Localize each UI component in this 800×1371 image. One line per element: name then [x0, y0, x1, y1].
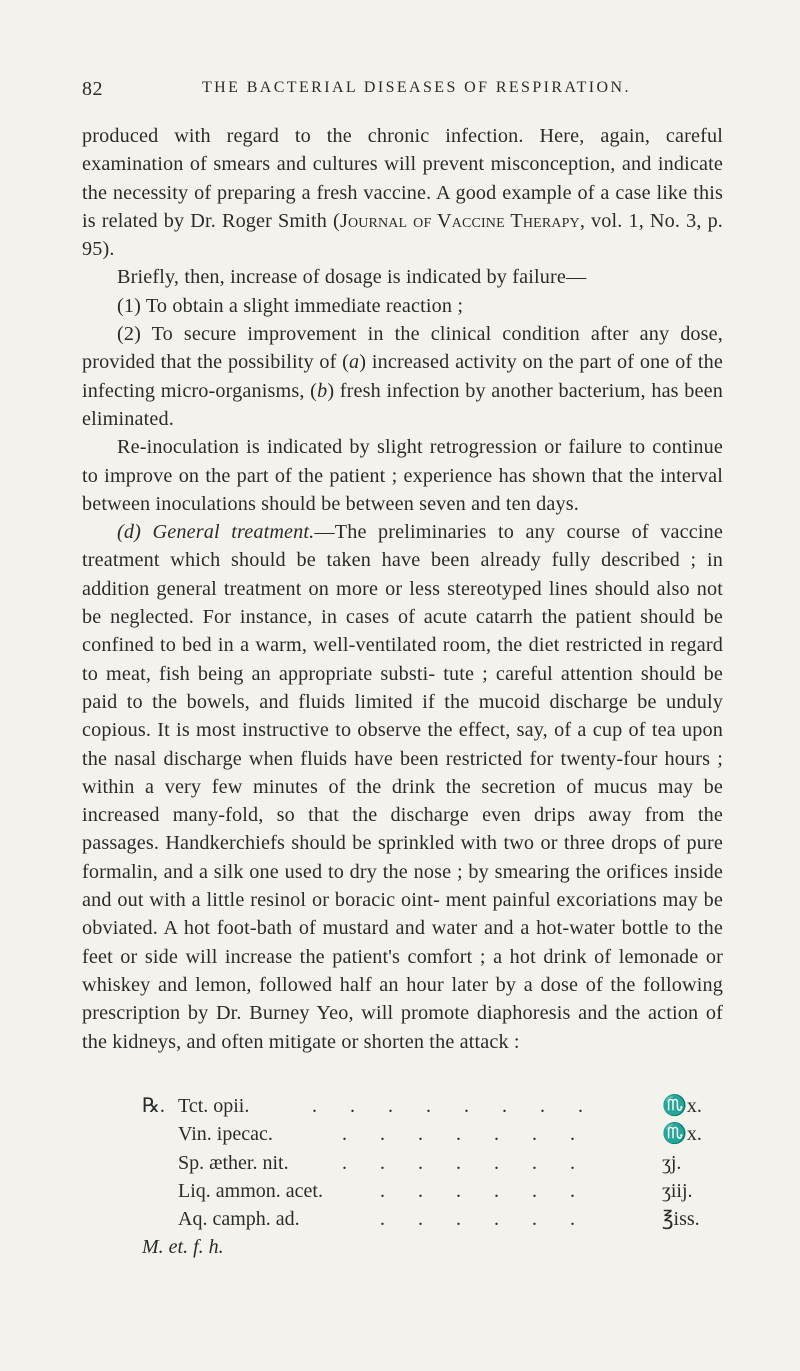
paragraph-smears: produced with regard to the chronic infection. Here, again, careful examination of smears and cultures will prevent misconception, and indicate the necessity of preparing a fresh vaccine. A good example of a case like this is related by Dr. Roger Smith (Journal of Vaccine Therapy, vol. 1, No. 3, p. 95).: [82, 125, 724, 261]
paragraph-criterion-2: (2) To secure improvement in the clinical condition after any dose, provided that the possibility of (a) increased activity on the part of one of the infecting micro-organisms, (b) fresh infection by another bacterium, has been eliminated.: [82, 323, 723, 430]
ingredient-name: Sp. æther. nit.: [178, 1151, 289, 1174]
paragraph-dosage-summary: Briefly, then, increase of dosage is indicated by failure—: [117, 266, 587, 289]
ingredient-quantity: ʒiij.: [662, 1179, 693, 1202]
leader-dots: . . . . . . .: [342, 1123, 589, 1146]
rx-symbol: ℞.: [142, 1095, 165, 1117]
paragraph-criterion-1: (1) To obtain a slight immediate reaction ;: [117, 294, 464, 317]
ingredient-quantity: ʒj.: [662, 1151, 682, 1174]
prescription: [142, 1092, 722, 1262]
ingredient-quantity: ♏x.: [662, 1095, 702, 1117]
prescription-row: [142, 1177, 722, 1205]
ingredient-quantity: ♏x.: [662, 1123, 702, 1146]
leader-dots: . . . . . . . .: [312, 1095, 597, 1117]
section-label: (d): [117, 521, 141, 544]
ingredient-name: Vin. ipecac.: [178, 1123, 273, 1146]
page-number: 82: [82, 78, 103, 100]
prescription-row: [142, 1149, 722, 1177]
leader-dots: . . . . . .: [380, 1208, 589, 1231]
ingredient-name: Liq. ammon. acet.: [178, 1179, 323, 1202]
journal-title: Journal of Vaccine Therapy: [339, 209, 580, 232]
section-title: General treatment.: [152, 521, 315, 544]
paragraph-reinoculation: Re-inoculation is indicated by slight retrogression or failure to continue to improve on the part of the patient ; experience has shown that the interval between inoculations should be between seven and ten days.: [82, 436, 723, 515]
prescription-row: [142, 1205, 722, 1233]
paragraph-general-treatment: (d) General treatment.—The preliminaries to any course of vaccine treatment which should be taken have been already fully described ; in addition general treatment on more or less stereotyped lines should also not be neglected. For instance, in cases of acute catarrh the patient should be confined to bed in a warm, well-ventilated room, the diet restricted in regard to meat, fish being an appropriate substi- tute ; careful attention should be paid to the bowels, and fluids limited if the mucoid discharge be unduly copious. It is most instructive to observe the effect, say, of a cup of tea upon the nasal discharge when fluids have been restricted for twenty-four hours ; within a very few minutes of the drink the secretion of mucus may be increased many-fold, so that the discharge even drips away from the passages. Handkerchiefs should be sprinkled with two or three drops of pure formalin, and a silk one used to dry the nose ; by smearing the orifices inside and out with a little resinol or boracic oint- ment painful excoriations may be obviated. A hot foot-bath of mustard and water and a hot-water bottle to the feet or side will increase the patient's comfort ; a hot drink of lemonade or whiskey and lemon, followed half an hour later by a dose of the following prescription by Dr. Burney Yeo, will promote diaphoresis and the action of the kidneys, and often mitigate or shorten the attack :: [82, 521, 723, 1053]
ingredient-name: Aq. camph. ad.: [178, 1208, 300, 1231]
leader-dots: . . . . . .: [380, 1179, 589, 1202]
prescription-row: [142, 1233, 722, 1261]
ingredient-quantity: ℥iss.: [662, 1208, 700, 1231]
ingredient-name: Tct. opii.: [178, 1095, 250, 1117]
prescription-direction: M. et. f. h.: [142, 1236, 224, 1259]
prescription-row: [142, 1092, 722, 1120]
running-title: THE BACTERIAL DISEASES OF RESPIRATION.: [202, 79, 631, 96]
body-text: [82, 122, 723, 1056]
prescription-row: [142, 1120, 722, 1148]
leader-dots: . . . . . . .: [342, 1151, 589, 1174]
page-header: [82, 78, 722, 108]
